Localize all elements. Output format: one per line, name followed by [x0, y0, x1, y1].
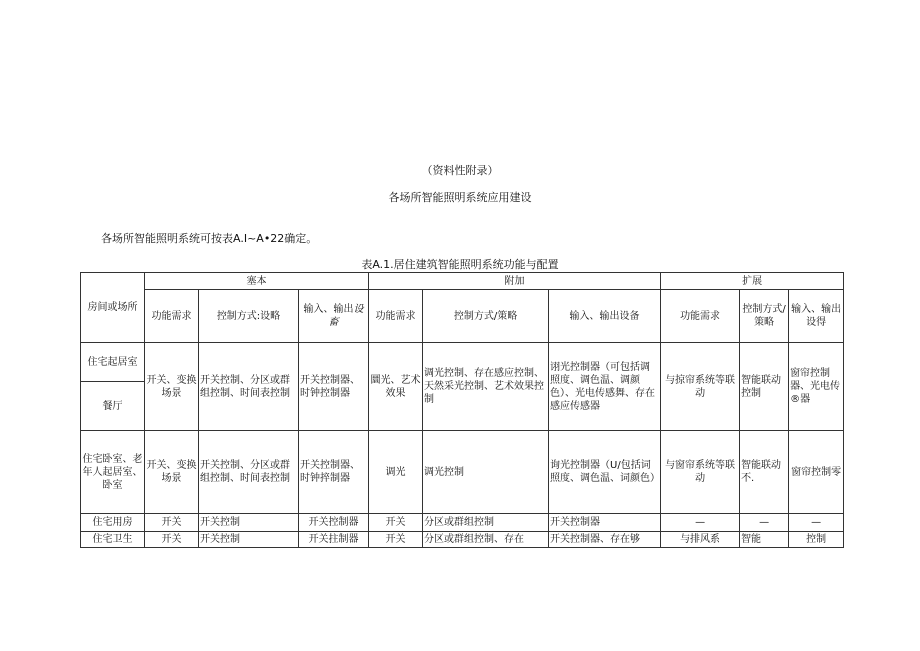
header-basic-io-char1: 设 — [353, 304, 364, 315]
header-group-additional: 附加 — [369, 273, 661, 290]
ext-function-cell: — — [661, 514, 740, 532]
basic-io-cell: 开关控制器 — [299, 514, 369, 532]
add-io-cell: 开关控制器、存在够 — [549, 532, 661, 548]
ext-control-cell: 智能联动不. — [740, 431, 789, 514]
add-function-cell: 开关 — [369, 532, 423, 548]
header-basic-function: 功能需求 — [145, 290, 199, 343]
ext-control-cell: 智能 — [740, 532, 789, 548]
intro-paragraph: 各场所智能照明系统可按表A.I~A•22确定。 — [101, 232, 318, 245]
header-add-control: 控制方式/策略 — [423, 290, 549, 343]
header-group-extended: 扩展 — [661, 273, 844, 290]
ext-function-cell: 与掠帘系统等联动 — [661, 343, 740, 431]
header-basic-io-text: 输入、输出 — [303, 304, 354, 315]
ext-io-cell: 控制 — [789, 532, 844, 548]
add-function-cell: 调光 — [369, 431, 423, 514]
basic-function-cell: 开关 — [145, 532, 199, 548]
table-row — [81, 514, 844, 532]
ext-function-cell: 与排风系 — [661, 532, 740, 548]
add-control-cell: 分区或群组控制 — [423, 514, 549, 532]
header-room: 房间或场所 — [81, 273, 145, 343]
header-add-function: 功能需求 — [369, 290, 423, 343]
add-io-cell: 诩光控制器（可包括调照度、调色温、调颜色）、光电传感舞、存在感应传感器 — [549, 343, 661, 431]
appendix-label: （资料性附录） — [421, 164, 499, 177]
ext-io-cell: 窗帘控制零 — [789, 431, 844, 514]
room-cell: 住宅卧室、老年人起居室、卧室 — [81, 431, 145, 514]
header-add-io: 输入、输出设备 — [549, 290, 661, 343]
header-ext-control: 控制方式/策略 — [740, 290, 789, 343]
document-title: 各场所智能照明系统应用建设 — [388, 191, 532, 204]
basic-control-cell: 开关控制 — [199, 532, 299, 548]
table-caption: 表A.1.居住建筑智能照明系统功能与配置 — [361, 258, 559, 271]
header-basic-io-char2: 畜 — [328, 317, 339, 328]
header-row-groups — [81, 273, 844, 290]
basic-io-cell: 开关控制器、时钟捽制器 — [299, 431, 369, 514]
header-ext-function: 功能需求 — [661, 290, 740, 343]
add-io-cell: 开关控制器 — [549, 514, 661, 532]
ext-io-cell: — — [789, 514, 844, 532]
header-group-basic: 塞本 — [145, 273, 369, 290]
add-control-cell: 调光控制、存在感应控制、天然采光控制、艺术效果控制 — [423, 343, 549, 431]
basic-control-cell: 开关控制、分区或群组控制、时间表控制 — [199, 343, 299, 431]
add-control-cell: 调光控制 — [423, 431, 549, 514]
header-row-columns — [81, 290, 844, 343]
basic-control-cell: 开关控制、分区或群组控制、时间表控制 — [199, 431, 299, 514]
add-function-cell: 开关 — [369, 514, 423, 532]
room-cell: 住宅卫生 — [81, 532, 145, 548]
header-basic-control: 控制方式:设略 — [199, 290, 299, 343]
basic-function-cell: 开关 — [145, 514, 199, 532]
ext-control-cell: 智能联动控制 — [740, 343, 789, 431]
basic-io-cell: 开关控制器、时钟控制器 — [299, 343, 369, 431]
room-cell: 住宅起居室 — [81, 343, 145, 382]
add-function-cell: 圜光、艺术效果 — [369, 343, 423, 431]
basic-control-cell: 开关控制 — [199, 514, 299, 532]
header-basic-io — [299, 290, 369, 343]
table-row — [81, 343, 844, 382]
add-control-cell: 分区或群组控制、存在 — [423, 532, 549, 548]
lighting-config-table — [80, 272, 844, 548]
header-ext-io: 输入、输出设得 — [789, 290, 844, 343]
ext-io-cell: 窗帘控制器、光电传®器 — [789, 343, 844, 431]
basic-io-cell: 开关拄制器 — [299, 532, 369, 548]
table-row — [81, 431, 844, 514]
basic-function-cell: 开关、变换场景 — [145, 343, 199, 431]
ext-control-cell: — — [740, 514, 789, 532]
room-cell: 住宅用房 — [81, 514, 145, 532]
room-cell: 餐厅 — [81, 382, 145, 431]
basic-function-cell: 开关、变换场景 — [145, 431, 199, 514]
ext-function-cell: 与窗帘系统等联动 — [661, 431, 740, 514]
add-io-cell: 询光控制器（U/包括词照度、调色温、词颜色） — [549, 431, 661, 514]
table-row — [81, 532, 844, 548]
